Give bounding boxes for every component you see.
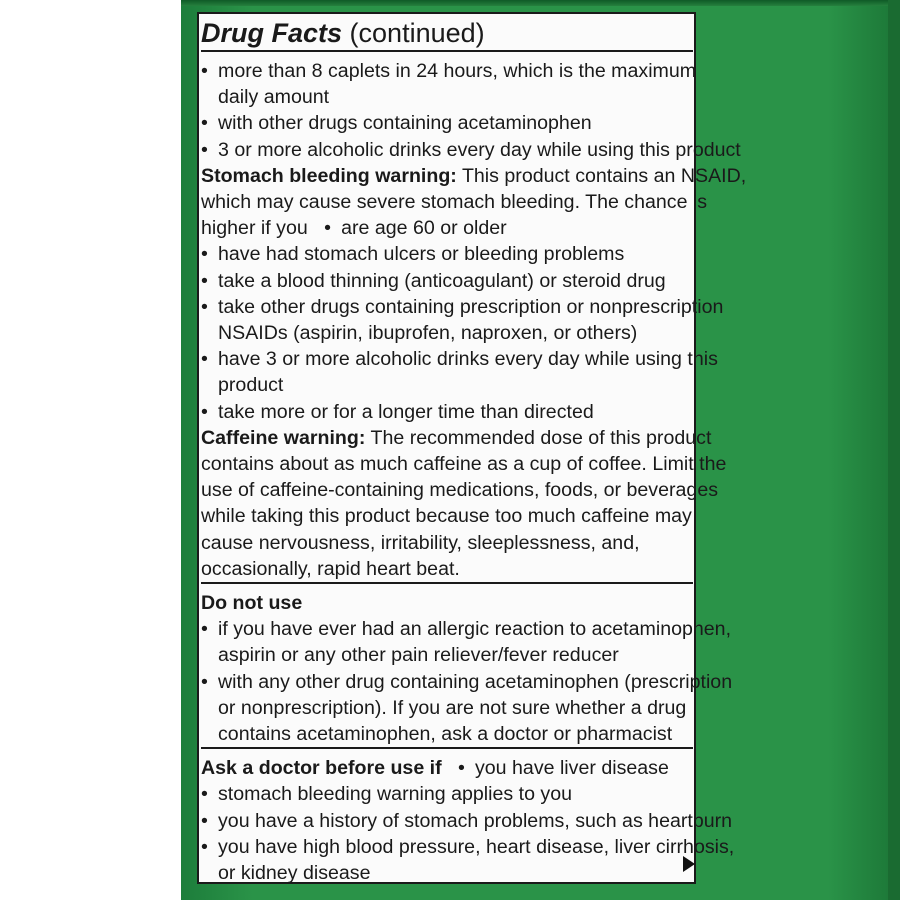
title-continued: (continued) <box>349 18 485 48</box>
caffeine-warning-text: contains about as much caffeine as a cup of coffee. Limit the <box>201 453 727 476</box>
list-item-continuation: aspirin or any other pain reliever/fever reducer <box>218 644 619 667</box>
stomach-bleeding-warning: Stomach bleeding warning: This product contains an NSAID, <box>201 164 747 187</box>
stomach-warning-text: which may cause severe stomach bleeding. The chance is <box>201 191 708 214</box>
warnings-section <box>201 52 747 582</box>
list-item: • with other drugs containing acetaminophen <box>201 110 693 136</box>
continued-triangle-right-icon <box>683 856 695 872</box>
caffeine-warning-text: occasionally, rapid heart beat. <box>201 557 460 580</box>
title-drug-facts: Drug Facts <box>201 18 343 48</box>
bullet-icon: • <box>457 757 465 780</box>
list-item-continuation: product <box>218 374 284 397</box>
bullet-icon: • <box>201 809 208 832</box>
bullet-icon: • <box>201 112 208 135</box>
stomach-warning-label: Stomach bleeding warning: <box>201 164 457 187</box>
bullet-icon: • <box>201 670 208 693</box>
bullet-icon: • <box>201 400 208 423</box>
bullet-icon: • <box>201 60 208 82</box>
caffeine-warning-text: while taking this product because too much caffeine may <box>201 505 692 528</box>
list-item: • take more or for a longer time than directed <box>201 399 693 425</box>
ask-doctor-heading: Ask a doctor before use if <box>201 757 442 780</box>
list-item: • if you have ever had an allergic reaction to acetaminophen, <box>201 616 693 642</box>
bullet-icon: • <box>201 295 208 318</box>
list-item-continuation: contains acetaminophen, ask a doctor or pharmacist <box>218 723 673 746</box>
list-item: • take a blood thinning (anticoagulant) or steroid drug <box>201 268 693 294</box>
bullet-icon: • <box>201 269 208 292</box>
list-item: • stomach bleeding warning applies to you <box>201 781 693 807</box>
bullet-icon: • <box>201 618 208 641</box>
list-item: • have 3 or more alcoholic drinks every day while using this <box>201 346 693 372</box>
package-right-edge <box>888 0 900 900</box>
list-item-continuation: or nonprescription). If you are not sure whether a drug <box>218 696 687 719</box>
bullet-icon: • <box>324 217 331 240</box>
drug-facts-title <box>201 16 693 52</box>
caffeine-warning-label: Caffeine warning: <box>201 426 366 449</box>
list-item: • more than 8 caplets in 24 hours, which is the maximum <box>201 58 693 84</box>
list-item: • take other drugs containing prescription or nonprescription <box>201 294 693 320</box>
bullet-icon: • <box>201 783 208 806</box>
list-item: • you have high blood pressure, heart disease, liver cirrhosis, <box>201 834 693 860</box>
list-item-continuation: daily amount <box>218 86 330 109</box>
bullet-icon: • <box>201 243 208 266</box>
caffeine-warning-text: use of caffeine-containing medications, foods, or beverages <box>201 479 719 502</box>
drug-facts-content <box>201 16 747 886</box>
list-item-continuation: or kidney disease <box>218 862 371 885</box>
do-not-use-heading: Do not use <box>201 592 303 615</box>
ask-doctor-section <box>201 747 735 886</box>
list-item: • you have a history of stomach problems, such as heartburn <box>201 808 693 834</box>
ask-doctor-heading-row: Ask a doctor before use if • you have liver disease <box>201 755 693 781</box>
do-not-use-section <box>201 582 733 747</box>
bullet-icon: • <box>201 835 208 858</box>
list-item-continuation: NSAIDs (aspirin, ibuprofen, naproxen, or others) <box>218 322 638 345</box>
list-item: • with any other drug containing acetaminophen (prescription <box>201 669 693 695</box>
stomach-warning-text: higher if you • are age 60 or older <box>201 215 693 241</box>
list-item: • have had stomach ulcers or bleeding problems <box>201 241 693 267</box>
caffeine-warning: Caffeine warning: The recommended dose of this product <box>201 426 712 449</box>
caffeine-warning-text: cause nervousness, irritability, sleeplessness, and, <box>201 531 640 554</box>
bullet-icon: • <box>201 138 208 161</box>
bullet-icon: • <box>201 348 208 371</box>
list-item: • 3 or more alcoholic drinks every day while using this product <box>201 137 693 163</box>
